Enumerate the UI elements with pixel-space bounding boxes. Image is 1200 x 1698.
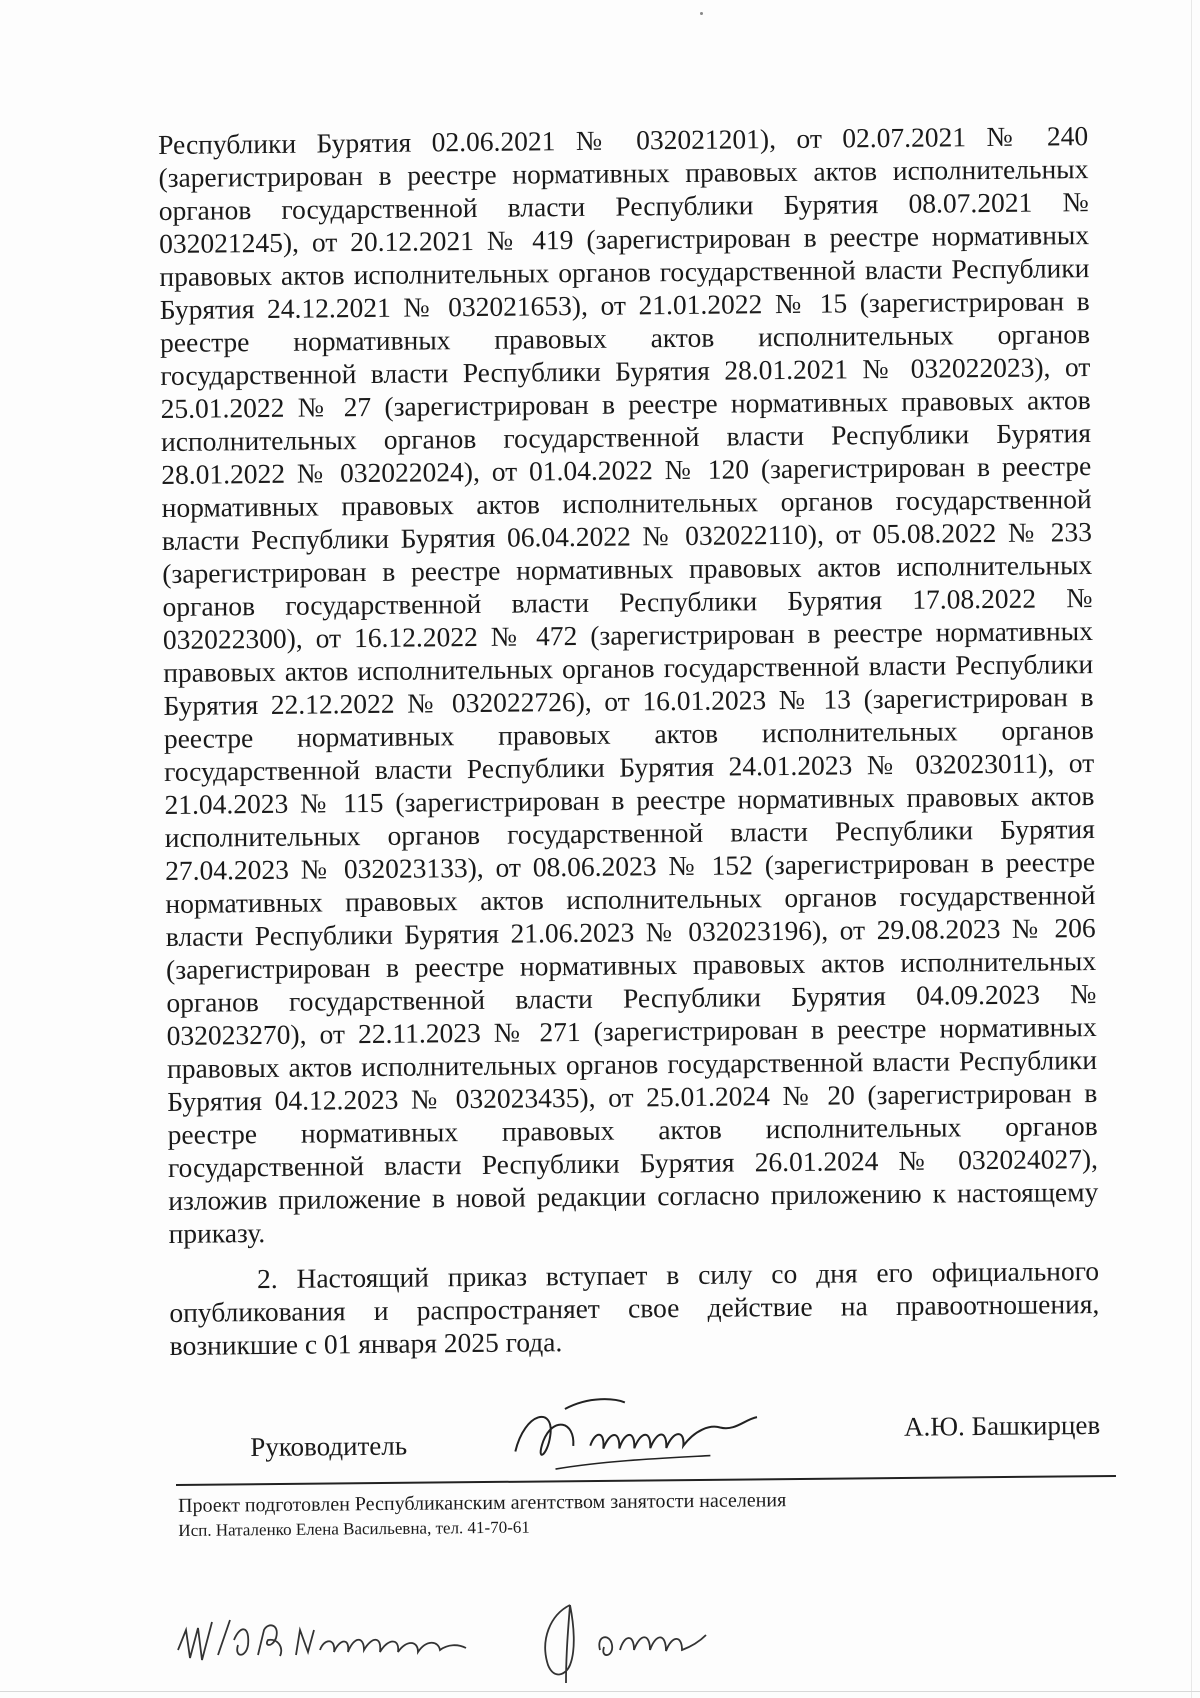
signatory-position: Руководитель bbox=[250, 1430, 408, 1462]
prepared-by-note: Проект подготовлен Республиканским агентством занятости населения bbox=[178, 1489, 787, 1517]
document-body bbox=[158, 119, 1100, 1362]
scan-edge bbox=[1191, 0, 1192, 1698]
scan-bottom-edge bbox=[0, 1691, 1200, 1692]
body-paragraph-2: 2. Настоящий приказ вступает в силу со дня его официального опубликования и распространяет свое действие на правоотношения, возникшие с 01 января 2025 года. bbox=[169, 1255, 1100, 1361]
scan-speck bbox=[700, 12, 703, 15]
body-paragraph-1: Республики Бурятия 02.06.2021 № 032021201), от 02.07.2021 № 240 (зарегистрирован в реестре нормативных правовых актов исполнительных органов государственной власти Республики Бурятия 08.07.2021 № 032021245), от 20.12.2021 № 419 (зарегистрирован в реестре нормативных правовых актов исполнительных органов государственной власти Республики Бурятия 24.12.2021 № 032021653), от 21.01.2022 № 15 (зарегистрирован в реестре нормативных правовых актов исполнительных органов государственной власти Республики Бурятия 28.01.2021 № 032022023), от 25.01.2022 № 27 (зарегистрирован в реестре нормативных правовых актов исполнительных органов государственной власти Республики Бурятия 28.01.2022 № 032022024), от 01.04.2022 № 120 (зарегистрирован в реестре нормативных правовых актов исполнительных органов государственной власти Республики Бурятия 06.04.2022 № 032022110), от 05.08.2022 № 233 (зарегистрирован в реестре нормативных правовых актов исполнительных органов государственной власти Республики Бурятия 17.08.2022 № 032022300), от 16.12.2022 № 472 (зарегистрирован в реестре нормативных правовых актов исполнительных органов государственной власти Республики Бурятия 22.12.2022 № 032022726), от 16.01.2023 № 13 (зарегистрирован в реестре нормативных правовых актов исполнительных органов государственной власти Республики Бурятия 24.01.2023 № 032023011), от 21.04.2023 № 115 (зарегистрирован в реестре нормативных правовых актов исполнительных органов государственной власти Республики Бурятия 27.04.2023 № 032023133), от 08.06.2023 № 152 (зарегистрирован в реестре нормативных правовых актов исполнительных органов государственной власти Республики Бурятия 21.06.2023 № 032023196), от 29.08.2023 № 206 (зарегистрирован в реестре нормативных правовых актов исполнительных органов государственной власти Республики Бурятия 04.09.2023 № 032023270), от 22.11.2023 № 271 (зарегистрирован в реестре нормативных правовых актов исполнительных органов государственной власти Республики Бурятия 04.12.2023 № 032023435), от 25.01.2024 № 20 (зарегистрирован в реестре нормативных правовых актов исполнительных органов государственной власти Республики Бурятия 26.01.2024 № 032024027), изложив приложение в новой редакции согласно приложению к настоящему приказу. bbox=[158, 120, 1099, 1249]
executor-note: Исп. Наталенко Елена Васильевна, тел. 41-70-61 bbox=[178, 1517, 530, 1540]
handwritten-signature bbox=[495, 1389, 766, 1482]
handwritten-initials bbox=[530, 1595, 720, 1685]
signatory-name: А.Ю. Башкирцев bbox=[903, 1409, 1101, 1442]
handwritten-approval-note bbox=[168, 1600, 488, 1680]
footer bbox=[178, 1484, 1078, 1543]
